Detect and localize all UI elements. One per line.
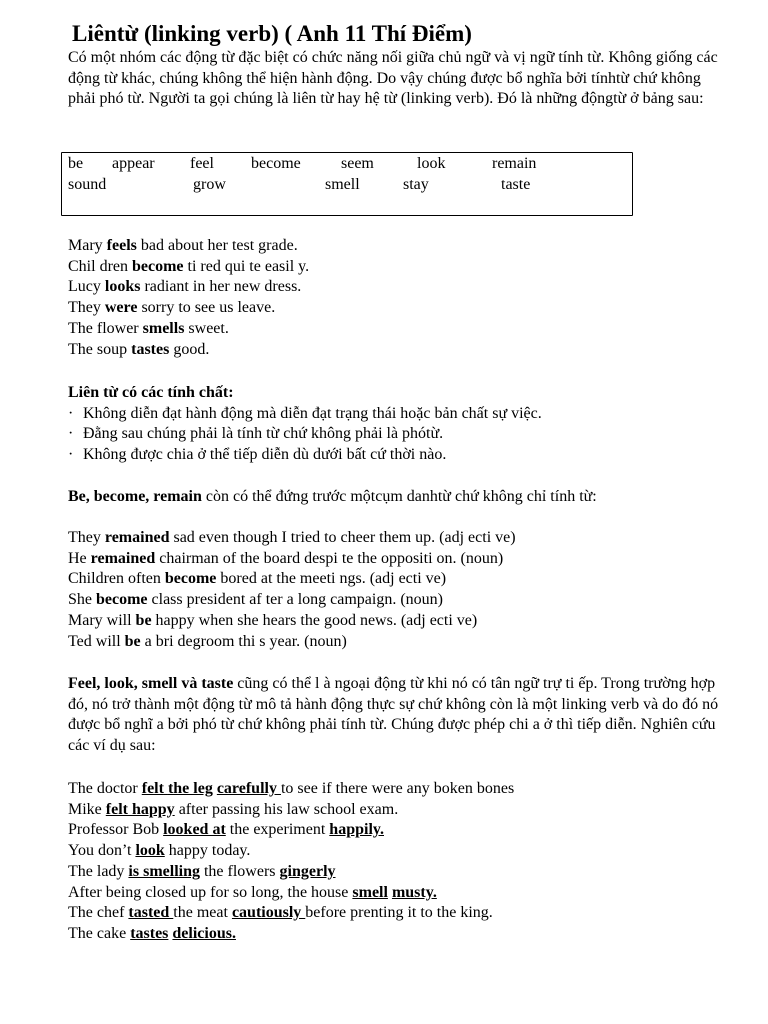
example-line: [68, 277, 728, 298]
example-text: a bri degroom thi s year. (noun): [140, 632, 347, 650]
example-text: The cake: [68, 924, 131, 942]
verb-seem: seem: [341, 155, 374, 172]
example-line: [68, 862, 728, 883]
example-line: [68, 257, 728, 278]
property-item: [68, 445, 728, 466]
example-text: Children often: [68, 570, 165, 588]
example-adverb: carefully: [216, 780, 281, 797]
properties-heading: Liên từ có các tính chất:: [68, 384, 234, 401]
verb-taste: taste: [501, 176, 531, 193]
property-text: Không được chia ở thể tiếp diễn dù dưới bất cứ thời nào.: [83, 446, 447, 464]
intro-paragraph: Có một nhóm các động từ đặc biệt có chức năng nối giữa chủ ngữ và vị ngữ tính từ. Không giống các động từ khác, chúng không thể hiện hành động. Do vậy chúng được bổ nghĩa bởi tínhtừ chứ không phải phó từ. Người ta gọi chúng là liên từ hay hệ từ (linking verb). Đó là những độngtừ ở bảng sau:: [68, 49, 718, 108]
example-text: bored at the meeti ngs. (adj ecti ve): [216, 570, 447, 588]
example-text: After being closed up for so long, the house: [68, 883, 353, 901]
example-line: [68, 924, 728, 945]
verb-table: [61, 152, 633, 216]
verb-remain: remain: [492, 155, 537, 172]
bullet: ·: [68, 446, 74, 464]
verb-be: be: [68, 155, 84, 172]
example-line: [68, 528, 728, 549]
example-text: The soup: [68, 340, 132, 358]
document-title: Liêntừ (linking verb) ( Anh 11 Thí Điểm): [72, 21, 472, 46]
example-text: They: [68, 529, 105, 546]
example-text: ti red qui te easil y.: [183, 257, 310, 275]
example-verb: become: [164, 570, 217, 588]
verb-stay: stay: [403, 176, 429, 193]
property-text: Đằng sau chúng phải là tính từ chứ không phải là phótừ.: [83, 425, 444, 443]
examples-noun-adjective: [68, 528, 728, 652]
example-text: The doctor: [68, 780, 142, 797]
example-text: They: [68, 299, 105, 317]
example-verb: smell: [352, 883, 388, 901]
example-text: after passing his law school exam.: [174, 800, 399, 818]
example-text: the flowers: [199, 862, 280, 880]
example-text: chairman of the board despi te the oppositi on. (noun): [155, 549, 504, 567]
example-verb: smells: [142, 319, 185, 337]
example-text: the meat: [173, 904, 232, 922]
example-line: [68, 883, 728, 904]
example-adjective: musty.: [391, 883, 437, 901]
verb-sound: sound: [68, 176, 107, 193]
example-text: sorry to see us leave.: [137, 299, 276, 317]
example-verb: looks: [104, 278, 141, 296]
example-line: [68, 820, 728, 841]
example-line: [68, 903, 728, 924]
verb-look: look: [417, 155, 446, 172]
example-adverb: happily.: [329, 821, 384, 839]
note-keywords: Feel, look, smell và taste: [68, 675, 234, 692]
example-adverb: cautiously: [231, 904, 306, 922]
example-text: sweet.: [184, 319, 229, 337]
example-text: Professor Bob: [68, 821, 164, 839]
example-text: Lucy: [68, 278, 105, 296]
example-line: [68, 236, 728, 257]
example-verb: feels: [106, 237, 137, 254]
example-line: [68, 298, 728, 319]
verb-appear: appear: [112, 155, 155, 172]
bullet: ·: [68, 425, 74, 443]
example-verb: become: [132, 257, 184, 275]
be-become-remain-note: [68, 487, 728, 508]
example-verb: be: [124, 632, 141, 650]
examples-linking: [68, 236, 728, 360]
example-text: She: [68, 591, 96, 609]
example-object: the leg: [167, 780, 213, 797]
example-line: [68, 590, 728, 611]
example-line: [68, 569, 728, 590]
example-verb: felt: [141, 780, 164, 797]
note-text: còn có thể đứng trước mộtcụm danhtừ chứ không chỉ tính từ:: [201, 488, 597, 505]
example-text: good.: [169, 340, 210, 358]
example-verb: tastes: [130, 924, 169, 942]
example-text: before prenting it to the king.: [305, 904, 493, 922]
example-line: [68, 800, 728, 821]
example-line: [68, 632, 728, 653]
example-line: [68, 340, 728, 361]
example-text: class president af ter a long campaign. (noun): [147, 591, 443, 609]
example-text: sad even though I tried to cheer them up. (adj ecti ve): [169, 529, 516, 546]
example-verb: is smelling: [128, 862, 200, 880]
note-keywords: Be, become, remain: [68, 488, 202, 505]
example-line: [68, 319, 728, 340]
example-verb: tastes: [131, 340, 170, 358]
example-line: [68, 779, 728, 800]
example-verb: look: [135, 842, 165, 860]
example-text: happy today.: [164, 842, 251, 860]
example-text: Ted will: [68, 632, 125, 650]
example-text: He: [68, 549, 91, 567]
example-text: Mike: [68, 800, 106, 818]
example-verb: looked at: [163, 821, 226, 839]
example-adjective: delicious.: [172, 924, 236, 942]
example-verb: tasted: [128, 904, 174, 922]
example-text: The lady: [68, 862, 129, 880]
example-verb: felt happy: [105, 800, 175, 818]
example-text: Mary: [68, 237, 107, 254]
example-text: Chil dren: [68, 257, 132, 275]
verb-grow: grow: [193, 176, 226, 193]
example-text: bad about her test grade.: [136, 237, 298, 254]
verb-smell: smell: [325, 176, 360, 193]
feel-look-smell-taste-note: [68, 674, 728, 757]
example-verb: remained: [104, 529, 170, 546]
example-text: You don’t: [68, 842, 136, 860]
property-item: [68, 424, 728, 445]
example-line: [68, 611, 728, 632]
example-text: radiant in her new dress.: [140, 278, 302, 296]
property-item: [68, 404, 728, 425]
example-text: Mary will: [68, 611, 136, 629]
example-text: The chef: [68, 904, 129, 922]
example-verb: remained: [90, 549, 156, 567]
example-line: [68, 841, 728, 862]
verb-feel: feel: [190, 155, 214, 172]
example-line: [68, 549, 728, 570]
verb-become: become: [251, 155, 301, 172]
example-verb: become: [96, 591, 148, 609]
example-adverb: gingerly: [279, 862, 336, 880]
note-text: cũng có thể l à ngoại động từ khi nó có tân ngữ trự ti ếp. Trong trường hợp đó, nó trở thành một động từ mô tả hành động thực sự chứ không còn là một linking verb và do đó nó được bổ nghĩ a bởi phó từ chứ không phải tính từ. Chúng được phép chi a ở thì tiếp diễn. Nghiên cứu các ví dụ sau:: [68, 675, 719, 755]
example-verb: were: [104, 299, 138, 317]
example-text: The flower: [68, 319, 143, 337]
example-text: the experiment: [225, 821, 330, 839]
example-verb: be: [135, 611, 152, 629]
property-text: Không diễn đạt hành động mà diễn đạt trạng thái hoặc bản chất sự việc.: [83, 404, 542, 422]
examples-action-verbs: [68, 779, 728, 945]
example-text: happy when she hears the good news. (adj ecti ve): [151, 611, 478, 629]
example-text: to see if there were any boken bones: [280, 780, 515, 797]
properties-section: [68, 383, 728, 466]
bullet: ·: [68, 404, 74, 422]
